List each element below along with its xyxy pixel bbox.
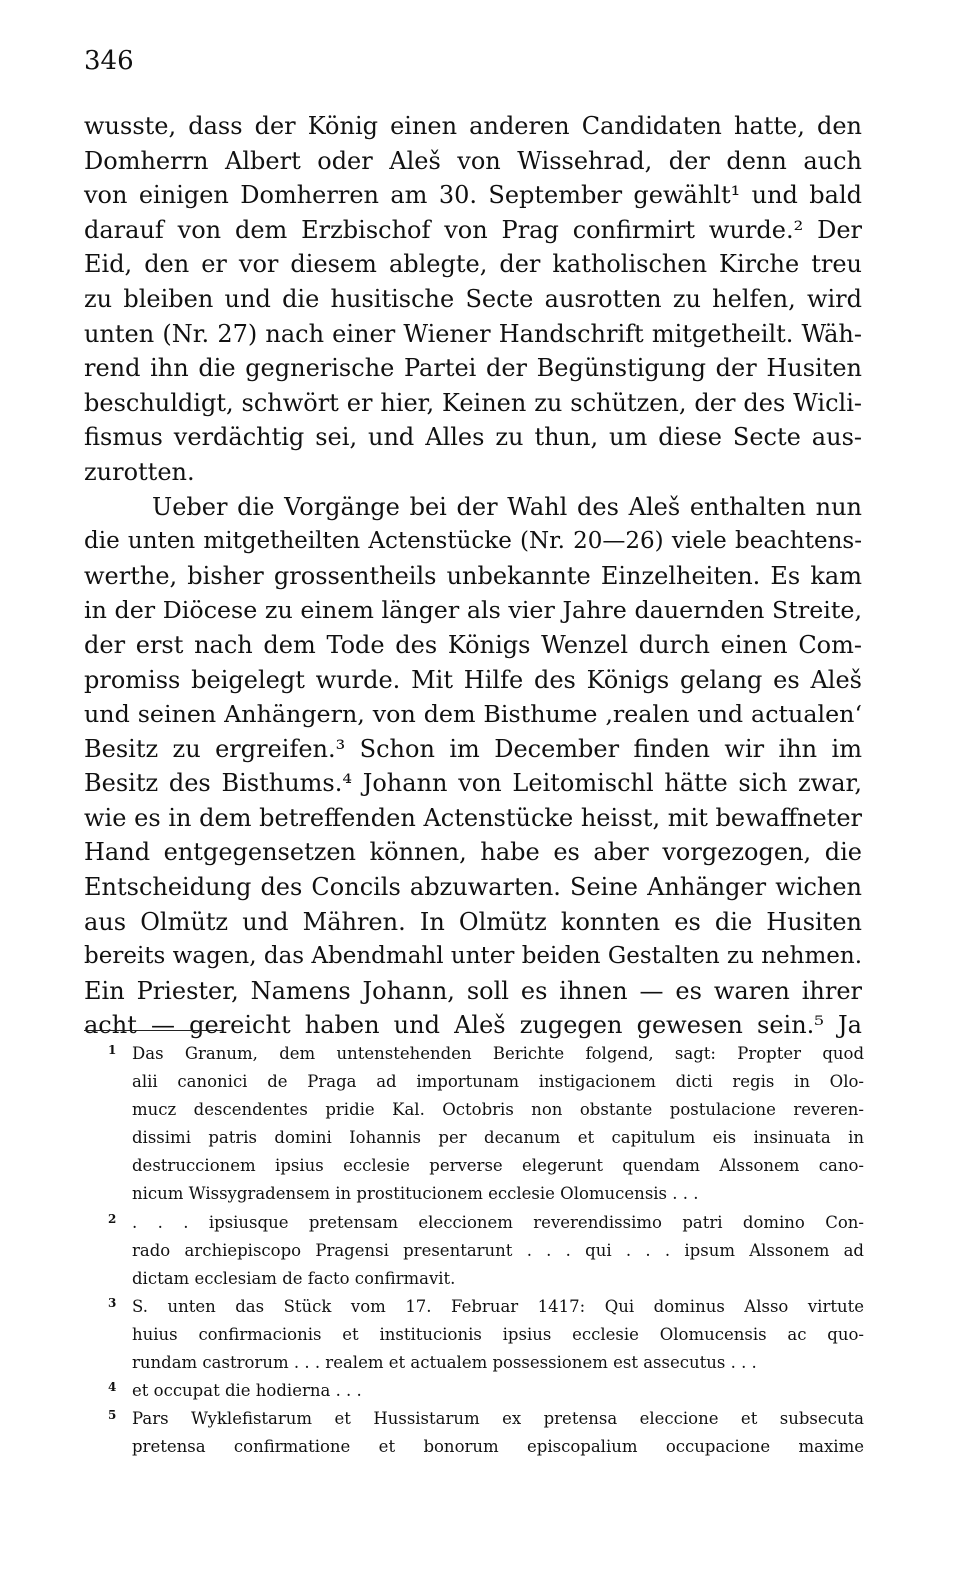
footnote-line: dissimi patris domini Iohannis per decanum et capitulum eis insinuata in	[132, 1128, 864, 1148]
footnote	[108, 1040, 864, 1209]
footnote-line	[108, 1377, 864, 1405]
footnote	[108, 1293, 864, 1377]
footnote-line: rundam castrorum . . . realem et actualem possessionem est assecutus . . .	[132, 1353, 757, 1373]
footnote-line: rado archiepiscopo Pragensi presentarunt . . . qui . . . ipsum Alssonem ad	[132, 1240, 864, 1260]
text-line: Domherrn Albert oder Aleš von Wissehrad, der denn auch	[84, 146, 862, 175]
text-line: darauf von dem Erzbischof von Prag confirmirt wurde.² Der	[84, 215, 862, 244]
footnote-marker: 2	[108, 1211, 117, 1226]
footnote	[108, 1209, 864, 1293]
text-line: und seinen Anhängern, von dem Bisthume ‚realen und actualen‘	[84, 700, 862, 729]
footnote-text: Pars Wyklefistarum et Hussistarum ex pretensa eleccione et subsecuta	[132, 1409, 864, 1429]
text-line: promiss beigelegt wurde. Mit Hilfe des Königs gelang es Aleš	[84, 665, 862, 694]
text-line: von einigen Domherren am 30. September gewählt¹ und bald	[84, 181, 862, 210]
footnote	[108, 1377, 864, 1405]
footnote-line: dictam ecclesiam de facto confirmavit.	[132, 1268, 456, 1288]
text-line: zu bleiben und die husitische Secte ausrotten zu helfen, wird	[84, 284, 862, 313]
text-line: aus Olmütz und Mähren. In Olmütz konnten es die Husiten	[84, 907, 862, 936]
footnote-divider	[84, 1030, 222, 1031]
main-text	[84, 109, 862, 1043]
text-line: werthe, bisher grossentheils unbekannte Einzelheiten. Es kam	[84, 561, 862, 590]
text-line: Besitz des Bisthums.⁴ Johann von Leitomischl hätte sich zwar,	[84, 769, 862, 798]
text-line: wie es in dem betreffenden Actenstücke heisst, mit bewaffneter	[84, 803, 862, 832]
text-line: rend ihn die gegnerische Partei der Begünstigung der Husiten	[84, 354, 862, 383]
footnote-marker: 1	[108, 1043, 117, 1057]
text-line: der erst nach dem Tode des Königs Wenzel durch einen Com-	[84, 630, 862, 659]
footnote-text: S. unten das Stück vom 17. Februar 1417: Qui dominus Alsso virtute	[132, 1296, 864, 1316]
footnote-line: mucz descendentes pridie Kal. Octobris non obstante postulacione reveren-	[132, 1100, 864, 1120]
footnote-text: Das Granum, dem untenstehenden Berichte folgend, sagt: Propter quod	[132, 1044, 864, 1063]
text-line: die unten mitgetheilten Actenstücke (Nr. 20—26) viele beachtens-	[84, 528, 862, 555]
footnote-line: pretensa confirmatione et bonorum episcopalium occupacione maxime	[132, 1437, 864, 1457]
footnote-line	[108, 1293, 864, 1321]
footnote-text: . . . ipsiusque pretensam eleccionem reverendissimo patri domino Con-	[132, 1212, 864, 1232]
footnote-line: destruccionem ipsius ecclesie perverse elegerunt quendam Alssonem cano-	[132, 1156, 864, 1176]
footnote-line	[108, 1405, 864, 1433]
text-line: Eid, den er vor diesem ablegte, der katholischen Kirche treu	[84, 250, 862, 279]
text-line: Ueber die Vorgänge bei der Wahl des Aleš enthalten nun	[152, 492, 862, 521]
footnote-line	[108, 1040, 864, 1068]
footnote-line: huius confirmacionis et institucionis ipsius ecclesie Olomucensis ac quo-	[132, 1324, 864, 1344]
text-line: bereits wagen, das Abendmahl unter beiden Gestalten zu nehmen.	[84, 943, 862, 970]
text-line: wusste, dass der König einen anderen Candidaten hatte, den	[84, 112, 862, 140]
text-line: Hand entgegensetzen können, habe es aber vorgezogen, die	[84, 838, 862, 867]
footnote	[108, 1405, 864, 1461]
text-line: Besitz zu ergreifen.³ Schon im December finden wir ihn im	[84, 734, 862, 763]
footnote-marker: 3	[108, 1295, 117, 1310]
text-line: acht — gereicht haben und Aleš zugegen gewesen sein.⁵ Ja	[84, 1011, 862, 1040]
text-line: Entscheidung des Concils abzuwarten. Seine Anhänger wichen	[84, 873, 862, 902]
footnotes	[108, 1040, 864, 1461]
text-line: zurotten.	[84, 457, 195, 486]
footnote-text: et occupat die hodierna . . .	[132, 1381, 362, 1401]
text-line: beschuldigt, schwört er hier, Keinen zu schützen, der des Wicli-	[84, 388, 862, 417]
footnote-line: alii canonici de Praga ad importunam instigacionem dicti regis in Olo-	[132, 1072, 864, 1092]
page-number: 346	[84, 46, 134, 76]
text-line: fismus verdächtig sei, und Alles zu thun, um diese Secte aus-	[84, 423, 862, 452]
text-line: in der Diöcese zu einem länger als vier Jahre dauernden Streite,	[84, 596, 862, 625]
text-line: unten (Nr. 27) nach einer Wiener Handschrift mitgetheilt. Wäh-	[84, 319, 862, 348]
footnote-marker: 4	[108, 1380, 117, 1395]
footnote-line: nicum Wissygradensem in prostitucionem ecclesie Olomucensis . . .	[132, 1184, 699, 1204]
footnote-marker: 5	[108, 1408, 117, 1423]
footnote-line	[108, 1209, 864, 1237]
text-line: Ein Priester, Namens Johann, soll es ihnen — es waren ihrer	[84, 976, 862, 1005]
